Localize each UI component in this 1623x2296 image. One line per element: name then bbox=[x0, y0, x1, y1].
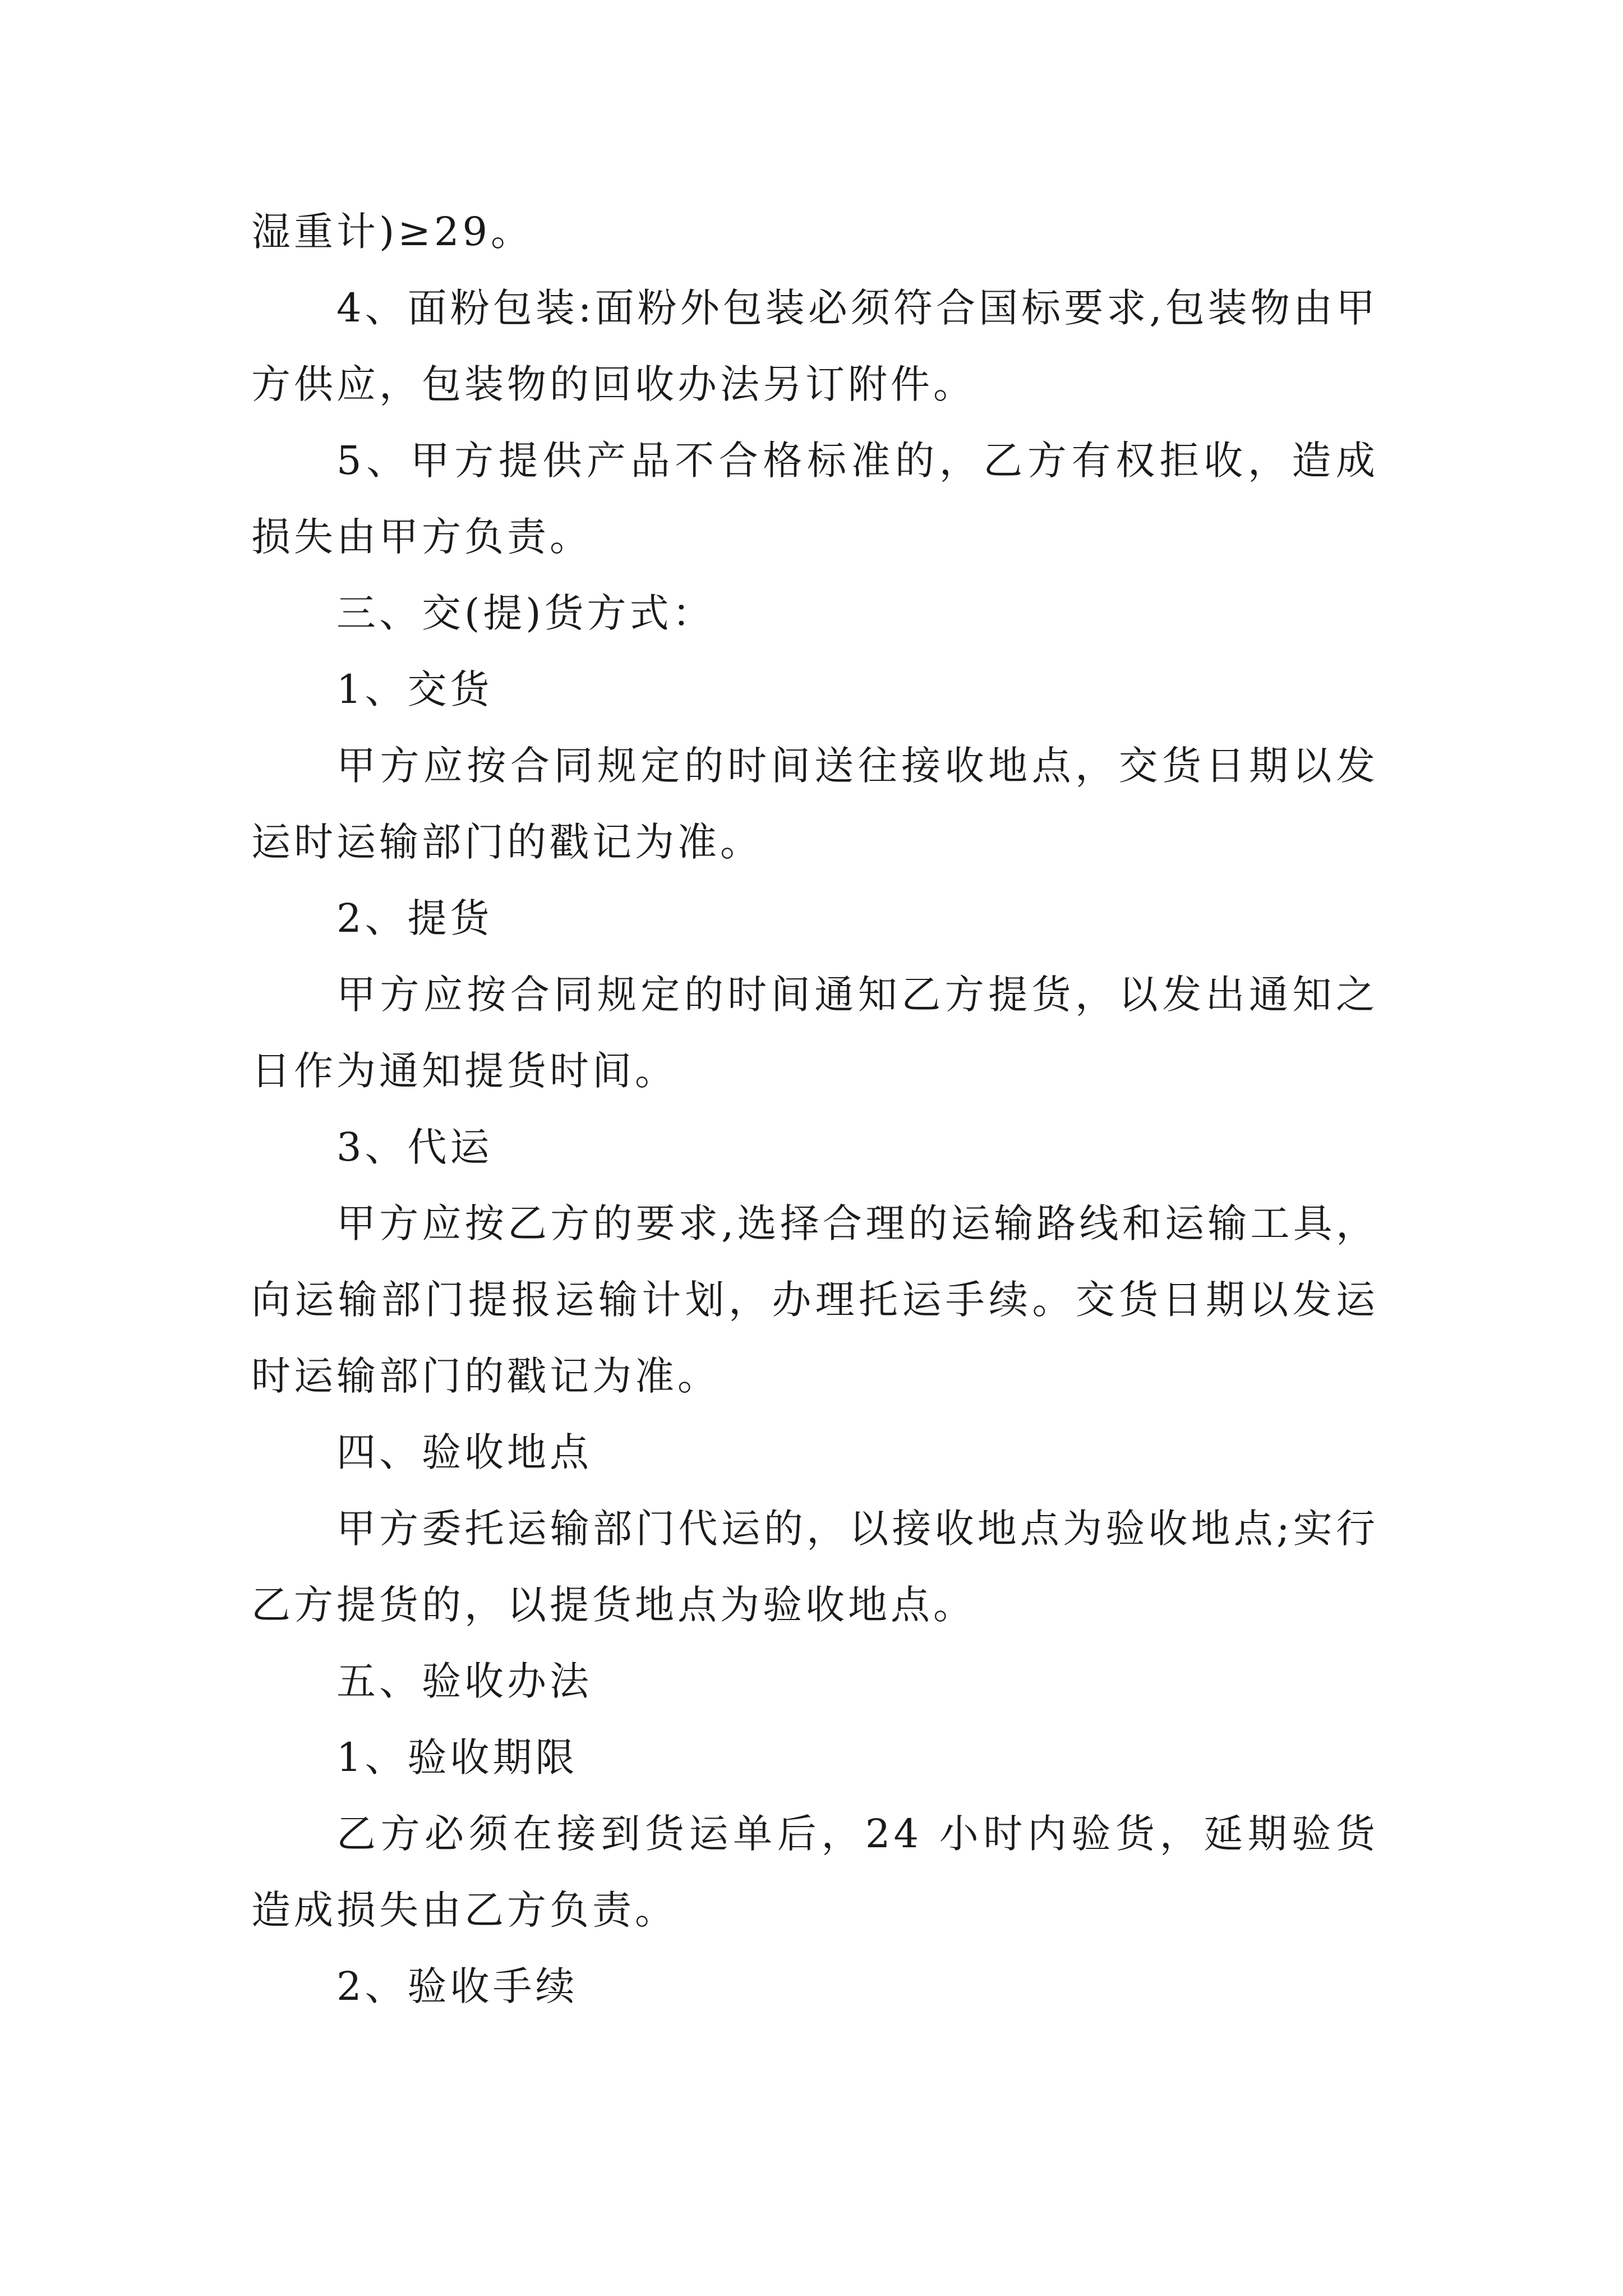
subheading-inspection-period: 1、验收期限 bbox=[336, 1734, 578, 1780]
paragraph-agency-shipping: 甲方应按乙方的要求,选择合理的运输路线和运输工具，向运输部门提报运输计划，办理托运手续。交货日期以发运时运输部门的戳记为准。 bbox=[251, 1200, 1378, 1399]
subheading-inspection-procedure: 2、验收手续 bbox=[336, 1963, 578, 2009]
document-body bbox=[251, 194, 1378, 2024]
paragraph-3: 5、甲方提供产品不合格标准的，乙方有权拒收，造成损失由甲方负责。 bbox=[251, 438, 1378, 560]
paragraph-2: 4、面粉包装:面粉外包装必须符合国标要求,包装物由甲方供应，包装物的回收办法另订附件。 bbox=[251, 285, 1378, 407]
section-heading-5: 五、验收办法 bbox=[336, 1658, 592, 1704]
subheading-delivery: 1、交货 bbox=[336, 666, 493, 712]
paragraph-inspection-period: 乙方必须在接到货运单后，24 小时内验货，延期验货造成损失由乙方负责。 bbox=[251, 1811, 1378, 1933]
subheading-pickup: 2、提货 bbox=[336, 895, 493, 941]
paragraph-pickup: 甲方应按合同规定的时间通知乙方提货，以发出通知之日作为通知提货时间。 bbox=[251, 972, 1378, 1094]
section-heading-3: 三、交(提)货方式： bbox=[336, 590, 715, 636]
section-heading-4: 四、验收地点 bbox=[336, 1429, 592, 1475]
paragraph-delivery: 甲方应按合同规定的时间送往接收地点，交货日期以发运时运输部门的戳记为准。 bbox=[251, 743, 1378, 865]
paragraph-1: 湿重计)≥29。 bbox=[251, 209, 534, 255]
paragraph-inspection-location: 甲方委托运输部门代运的，以接收地点为验收地点;实行乙方提货的，以提货地点为验收地点。 bbox=[251, 1506, 1378, 1628]
subheading-agency-shipping: 3、代运 bbox=[336, 1124, 493, 1170]
